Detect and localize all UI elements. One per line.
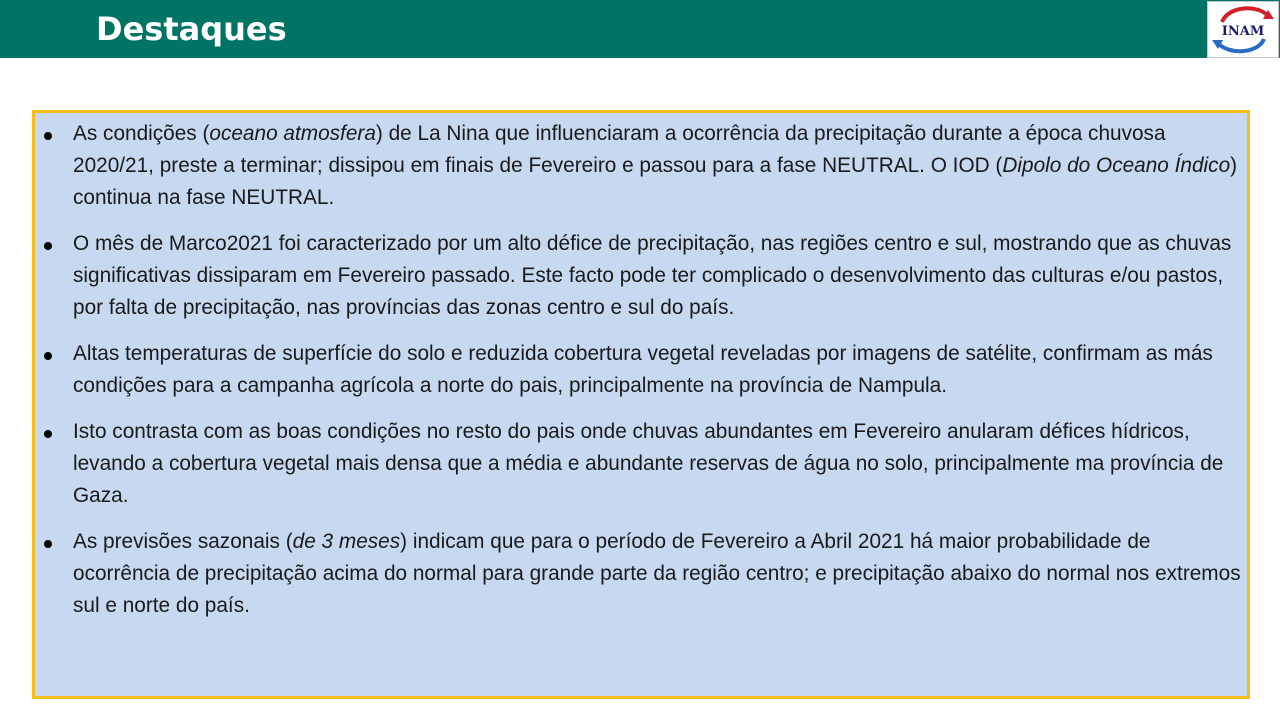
- list-item-text: Isto contrasta com as boas condições no resto do pais onde chuvas abundantes em Fevereiro anularam défices hídricos, levando a cobertura vegetal mais densa que a média e abundante reservas de água no solo, principalmente ma província de Gaza.: [73, 420, 1224, 507]
- list-item: [35, 228, 1247, 324]
- highlights-list: [35, 113, 1247, 622]
- list-item-text: O mês de Marco2021 foi caracterizado por um alto défice de precipitação, nas regiões centro e sul, mostrando que as chuvas significativas dissiparam em Fevereiro passado. Este facto pode ter complicado o desenvolvimento das culturas e/ou pastos, por falta de precipitação, nas províncias das zonas centro e sul do país.: [73, 232, 1232, 319]
- bullet-icon: [44, 430, 52, 438]
- list-item: [35, 118, 1247, 214]
- list-item: [35, 526, 1247, 622]
- page-title: Destaques: [96, 10, 287, 48]
- list-item-text: As condições (oceano atmosfera) de La Nina que influenciaram a ocorrência da precipitação durante a época chuvosa 2020/21, preste a terminar; dissipou em finais de Fevereiro e passou para a fase NEUTRAL. O IOD (Dipolo do Oceano Índico) continua na fase NEUTRAL.: [73, 122, 1238, 209]
- bullet-icon: [44, 352, 52, 360]
- list-item: [35, 416, 1247, 512]
- inam-logo: [1207, 1, 1279, 58]
- bullet-icon: [44, 132, 52, 140]
- list-item-text: As previsões sazonais (de 3 meses) indicam que para o período de Fevereiro a Abril 2021 há maior probabilidade de ocorrência de precipitação acima do normal para grande parte da região centro; e precipitação abaixo do normal nos extremos sul e norte do país.: [73, 530, 1241, 617]
- bullet-icon: [44, 242, 52, 250]
- highlights-box: [32, 110, 1250, 699]
- list-item-text: Altas temperaturas de superfície do solo e reduzida cobertura vegetal reveladas por imagens de satélite, confirmam as más condições para a campanha agrícola a norte do pais, principalmente na província de Nampula.: [73, 342, 1213, 397]
- header-bar: [0, 0, 1280, 58]
- svg-text:INAM: INAM: [1221, 24, 1265, 39]
- list-item: [35, 338, 1247, 402]
- bullet-icon: [44, 540, 52, 548]
- inam-logo-icon: [1208, 2, 1278, 57]
